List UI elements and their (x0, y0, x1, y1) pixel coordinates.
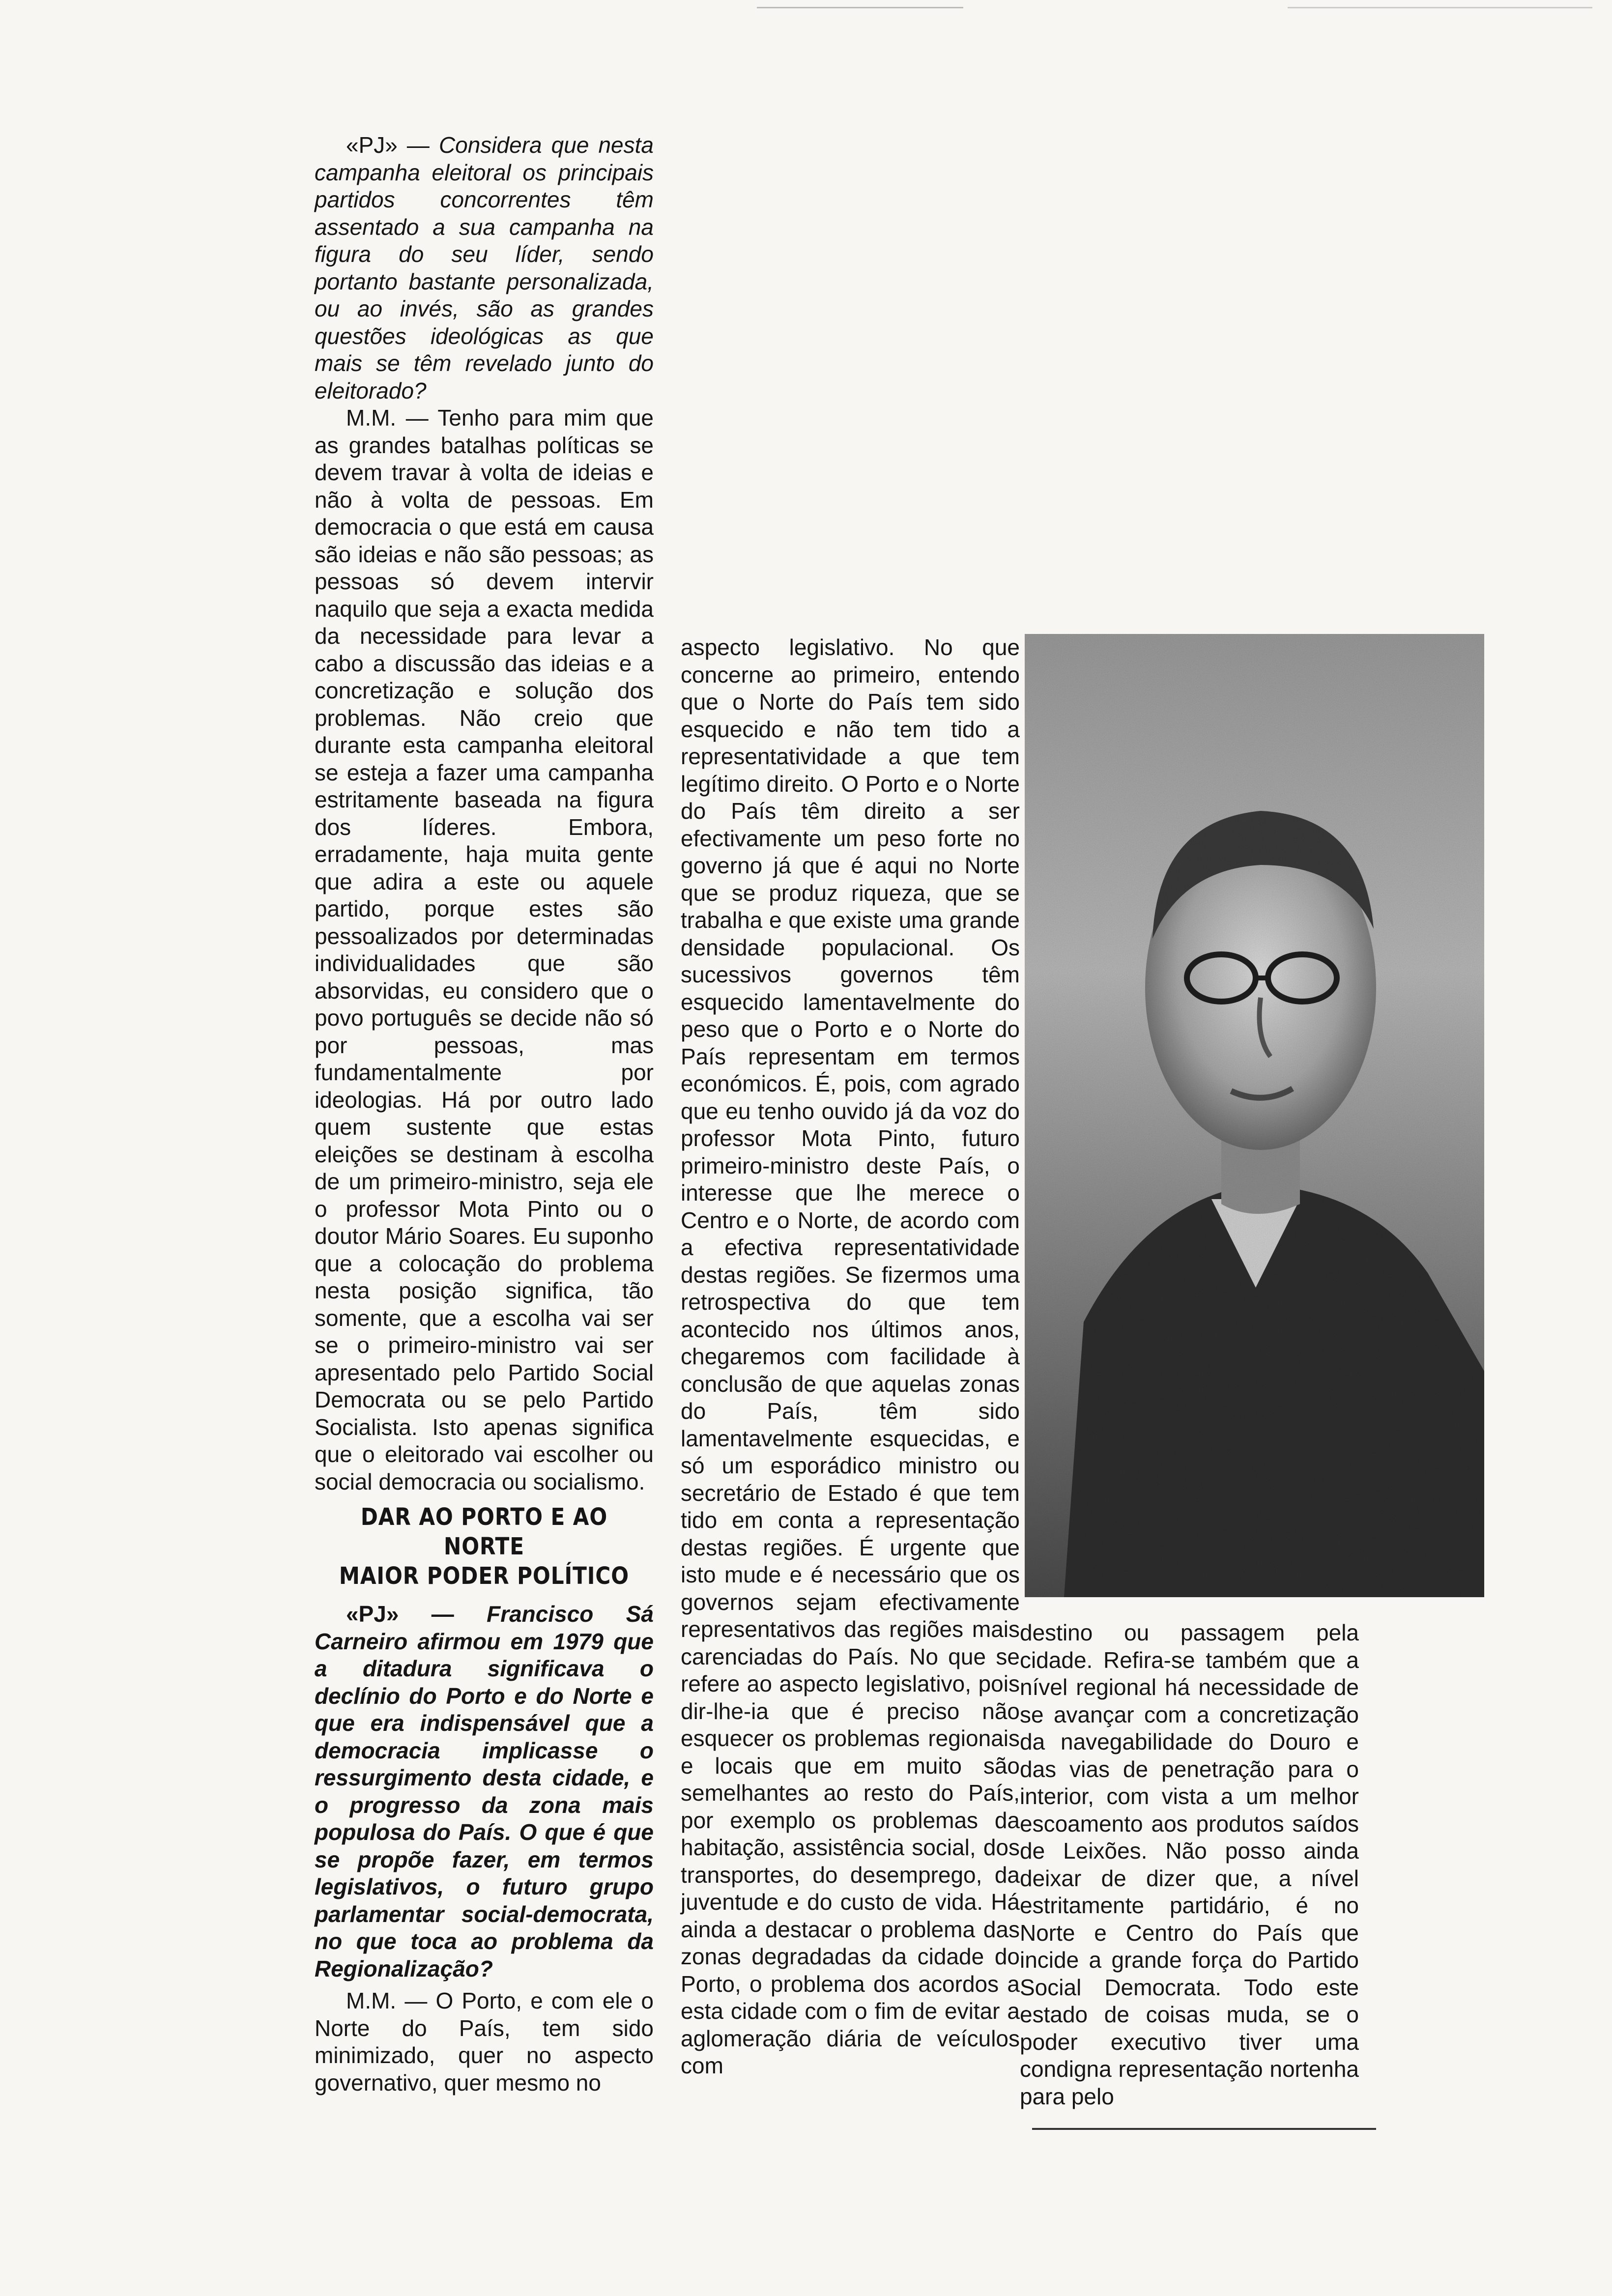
subheading-line-1: DAR AO PORTO E AO NORTE (360, 1503, 608, 1560)
question-2 (315, 1601, 654, 1982)
interviewer-tag: «PJ» — (346, 1601, 454, 1627)
column-bottom-rule (1032, 2128, 1376, 2130)
interviewer-tag: «PJ» — (346, 132, 430, 158)
article-column-3 (1020, 1619, 1359, 2110)
section-subheading (335, 1502, 633, 1591)
question-2-text: Francisco Sá Carneiro afirmou em 1979 que a ditadura significava o declínio do Porto e do Norte e que era indispensável que a democracia implicasse o ressurgimento desta cidade, e o progresso da zona mais populosa do País. O que é que se propõe fazer, em termos legislativos, o futuro grupo parlamentar social-democrata, no que toca ao problema da Regionalização? (315, 1601, 654, 1981)
answer-2-text-part-2: aspecto legislativo. No que concerne ao primeiro, entendo que o Norte do País tem sido esquecido e não tem tido a representatividade a que tem legítimo direito. O Porto e o Norte do País têm direito a ser efectivamente um peso forte no governo já que é aqui no Norte que se produz riqueza, que se trabalha e que existe uma grande densidade populacional. Os sucessivos governos têm esquecido lamentavelmente do peso que o Porto e o Norte do País representam em termos económicos. É, pois, com agrado que eu tenho ouvido já da voz do professor Mota Pinto, futuro primeiro-ministro deste País, o interesse que lhe merece o Centro e o Norte, de acordo com a efectiva representatividade destas regiões. Se fizermos uma retrospectiva do que tem acontecido nos últimos anos, chegaremos com facilidade à conclusão de que aquelas zonas do País, têm sido lamentavelmente esquecidas, e só um esporádico ministro ou secretário de Estado é que tem tido em conta a representação destas regiões. É urgente que isto mude e é necessário que os governos sejam efectivamente representativos das regiões mais carenciadas do País. No que se refere ao aspecto legislativo, pois dir-lhe-ia que é preciso não esquecer os problemas regionais e locais que em muito são semelhantes ao resto do País, por exemplo os problemas da habitação, assistência social, dos transportes, do desemprego, da juventude e do custo de vida. Há ainda a destacar o problema das zonas degradadas da cidade do Porto, o problema dos acordos a esta cidade com o fim de evitar a aglomeração diária de veículos com (681, 634, 1020, 2078)
portrait-photo (1025, 634, 1484, 1597)
question-1 (315, 132, 654, 404)
answer-2-text-part-3: destino ou passagem pela cidade. Refira-se também que a nível regional há necessidade de se avançar com a concretização da navegabilidade do Douro e das vias de penetração para o interior, com vista a um melhor escoamento aos produtos saídos de Leixões. Não posso ainda deixar de dizer que, a nível estritamente partidário, é no Norte e Centro do País que incide a grande força do Partido Social Democrata. Todo este estado de coisas muda, se o poder executivo tiver uma condigna representação nortenha para pelo (1020, 1620, 1359, 2109)
answer-2-text-part-1: O Porto, e com ele o Norte do País, tem sido minimizado, quer no aspecto governativo, quer mesmo no (315, 1988, 654, 2095)
answer-1-text: Tenho para mim que as grandes batalhas políticas se devem travar à volta de ideias e não à volta de pessoas. Em democracia o que está em causa são ideias e não são pessoas; as pessoas só devem intervir naquilo que seja a exacta medida da necessidade para levar a cabo a discussão das ideias e a concretização e solução dos problemas. Não creio que durante esta campanha eleitoral se esteja a fazer uma campanha estritamente baseada na figura dos líderes. Embora, erradamente, haja muita gente que adira a este ou aquele partido, porque estes são pessoalizados por determinadas individualidades que são absorvidas, eu considero que o povo português se decide não só por pessoas, mas fundamentalmente por ideologias. Há por outro lado quem sustente que estas eleições se destinam à escolha de um primeiro-ministro, seja ele o professor Mota Pinto ou o doutor Mário Soares. Eu suponho que a colocação do problema nesta posição significa, tão somente, que a escolha vai ser se o primeiro-ministro vai ser apresentado pelo Partido Social Democrata ou se pelo Partido Socialista. Isto apenas significa que o eleitorado vai escolher ou social democracia ou socialismo. (315, 405, 654, 1494)
article-column-1 (315, 132, 654, 2096)
scan-edge-line (1288, 7, 1592, 8)
portrait-photo-image (1025, 634, 1484, 1597)
interviewee-tag: M.M. — (346, 405, 429, 430)
interviewee-tag: M.M. — (346, 1988, 428, 2013)
answer-2-start (315, 1987, 654, 2096)
question-1-text: Considera que nesta campanha eleitoral os principais partidos concorrentes têm assentado a sua campanha na figura do seu líder, sendo portanto bastante personalizada, ou ao invés, são as grandes questões ideológicas as que mais se têm revelado junto do eleitorado? (315, 132, 654, 403)
article-column-2 (681, 634, 1020, 2080)
answer-1 (315, 404, 654, 1495)
subheading-line-2: MAIOR PODER POLÍTICO (339, 1562, 630, 1590)
scan-edge-line (757, 7, 963, 8)
